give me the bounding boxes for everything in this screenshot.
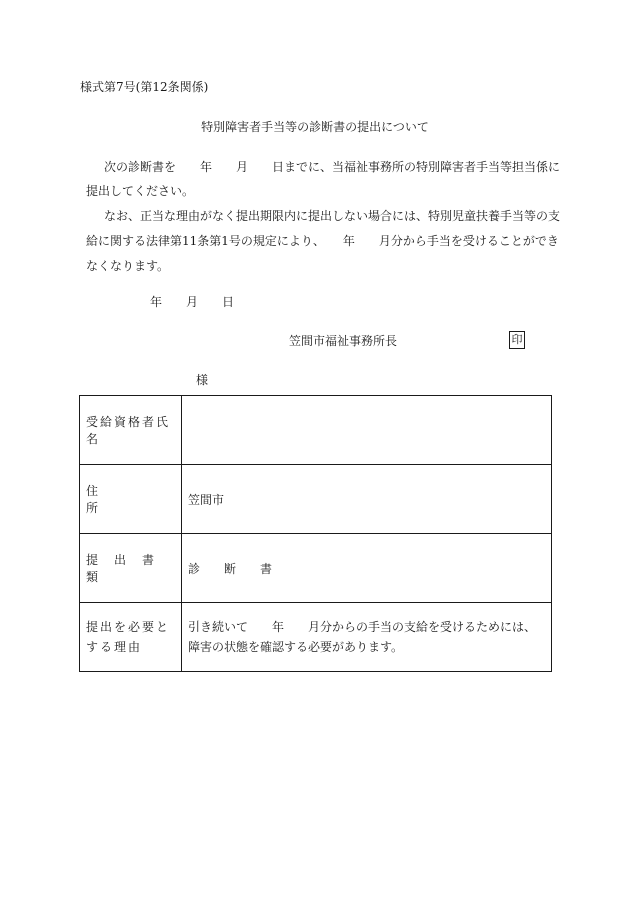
info-table (79, 395, 552, 672)
form-number: 様式第7号(第12条関係) (80, 80, 209, 94)
row-label-recipient-name: 受給資格者氏名 (80, 396, 182, 465)
date-line: 年 月 日 (150, 295, 235, 309)
row-value-address[interactable]: 笠間市 (182, 465, 552, 534)
paragraph-1-line-1: 次の診断書を 年 月 日までに、当福祉事務所の特別障害者手当等担当係に (104, 160, 561, 174)
table-row (80, 465, 552, 534)
row-value-documents: 診 断 書 (182, 534, 552, 603)
row-value-recipient-name[interactable] (182, 396, 552, 465)
table-row (80, 396, 552, 465)
table-row (80, 534, 552, 603)
paragraph-2-line-3: なくなります。 (86, 259, 170, 273)
table-row (80, 603, 552, 672)
seal-mark: 印 (509, 331, 525, 349)
paragraph-2-line-2: 給に関する法律第11条第1号の規定により、 年 月分から手当を受けることができ (86, 234, 559, 248)
row-label-reason: 提出を必要とする理由 (80, 603, 182, 672)
sender-name: 笠間市福祉事務所長 (289, 334, 398, 348)
addressee-suffix: 様 (196, 373, 209, 387)
paragraph-2-line-1: なお、正当な理由がなく提出期限内に提出しない場合には、特別児童扶養手当等の支 (104, 209, 561, 223)
document-title: 特別障害者手当等の診断書の提出について (201, 120, 429, 134)
row-label-address: 住 所 (80, 465, 182, 534)
row-value-reason: 引き続いて 年 月分からの手当の支給を受けるためには、障害の状態を確認する必要があります。 (182, 603, 552, 672)
row-label-documents: 提 出 書 類 (80, 534, 182, 603)
paragraph-1-line-2: 提出してください。 (86, 184, 195, 198)
